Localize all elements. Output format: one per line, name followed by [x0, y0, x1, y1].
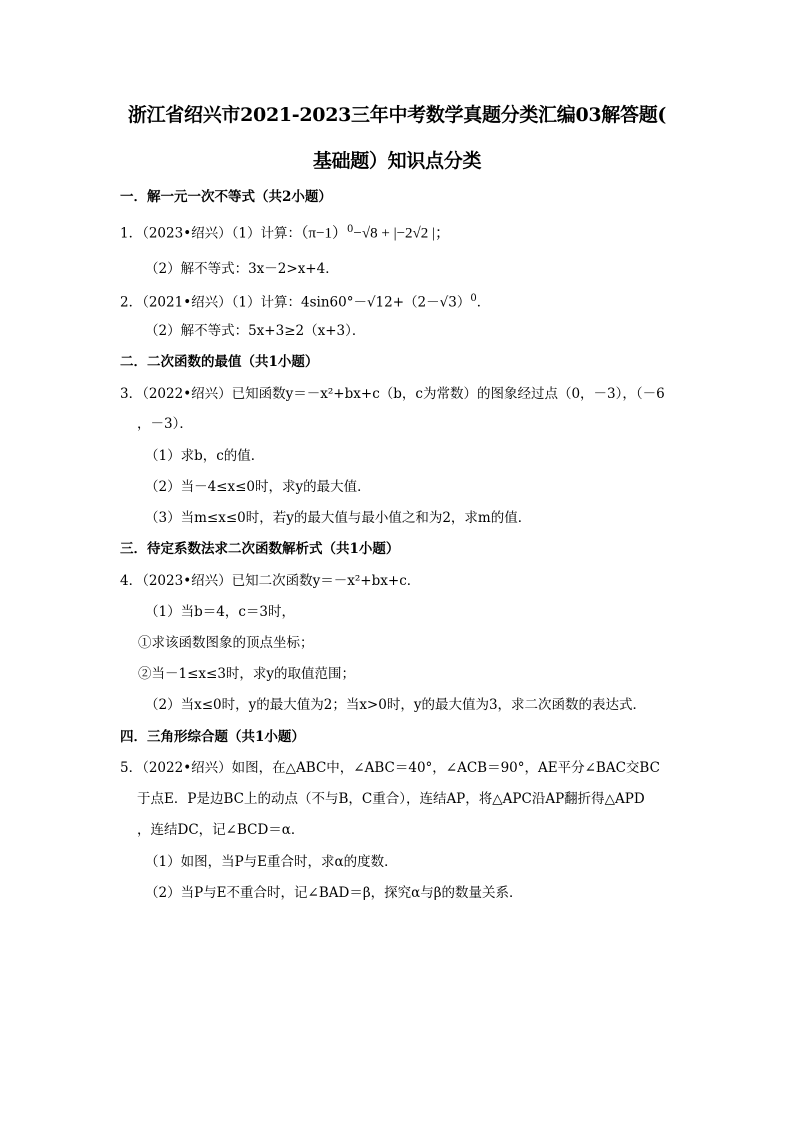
question-1-part-2: （2）解不等式：3x－2>x+4． — [145, 261, 339, 277]
question-4-stem: 4．（2023•绍兴）已知二次函数y＝－x²+bx+c． — [120, 573, 421, 589]
question-2-part-1-end: ． — [476, 294, 491, 311]
question-4-part-1-sub-1: ①求该函数图象的顶点坐标； — [138, 635, 314, 651]
question-3-part-2: （2）当－4≤x≤0时，求y的最大值． — [145, 479, 371, 495]
section-heading-4: 四．三角形综合题（共1小题） — [120, 729, 305, 745]
document-title-line1: 浙江省绍兴市2021-2023三年中考数学真题分类汇编03解答题( — [127, 104, 667, 126]
question-2-exponent: 0 — [470, 293, 477, 304]
question-3-part-1: （1）求b，c的值． — [145, 448, 265, 464]
question-5-part-2: （2）当P与E不重合时，记∠BAD＝β，探究α与β的数量关系． — [145, 885, 523, 901]
question-5-stem-line-2: 于点E．P是边BC上的动点（不与B，C重合），连结AP，将△APC沿AP翻折得△APD — [137, 791, 645, 807]
question-3-stem-continued: ，－3）． — [137, 416, 193, 432]
question-4-part-2: （2）当x≤0时，y的最大值为2；当x>0时，y的最大值为3，求二次函数的表达式． — [145, 697, 647, 713]
question-4-part-1-sub-2: ②当－1≤x≤3时，求y的取值范围； — [138, 666, 356, 682]
question-1-math-rest: −√8 + |−2√2 |； — [353, 225, 451, 242]
question-1-math: （π−1） — [301, 225, 348, 242]
question-3-part-3: （3）当m≤x≤0时，若y的最大值与最小值之和为2，求m的值． — [145, 510, 532, 526]
question-1-exponent: 0 — [347, 224, 354, 235]
document-title-line2: 基础题）知识点分类 — [312, 150, 482, 172]
question-5-stem: 5．（2022•绍兴）如图，在△ABC中，∠ABC＝40°，∠ACB＝90°，AE平分∠BAC交BC — [120, 760, 660, 776]
question-1-part-1-text: 1．（2023•绍兴）（1）计算： — [120, 225, 301, 242]
question-5-stem-line-3: ，连结DC，记∠BCD＝α． — [137, 822, 305, 838]
question-2-part-1-text: 2．（2021•绍兴）（1）计算：4sin60°－√12+（2－√3） — [120, 294, 471, 311]
section-heading-2: 二．二次函数的最值（共1小题） — [120, 354, 319, 370]
section-heading-1: 一．解一元一次不等式（共2小题） — [120, 189, 332, 205]
section-heading-3: 三．待定系数法求二次函数解析式（共1小题） — [120, 541, 400, 557]
question-1-part-1 — [120, 220, 450, 244]
question-2-part-1 — [120, 289, 490, 313]
question-3-stem: 3．（2022•绍兴）已知函数y＝－x²+bx+c（b，c为常数）的图象经过点（0，－3），（－6 — [120, 386, 665, 402]
question-2-part-2: （2）解不等式：5x+3≥2（x+3）． — [145, 323, 366, 339]
question-4-part-1: （1）当b＝4，c＝3时， — [145, 604, 295, 620]
question-5-part-1: （1）如图，当P与E重合时，求α的度数． — [145, 854, 398, 870]
